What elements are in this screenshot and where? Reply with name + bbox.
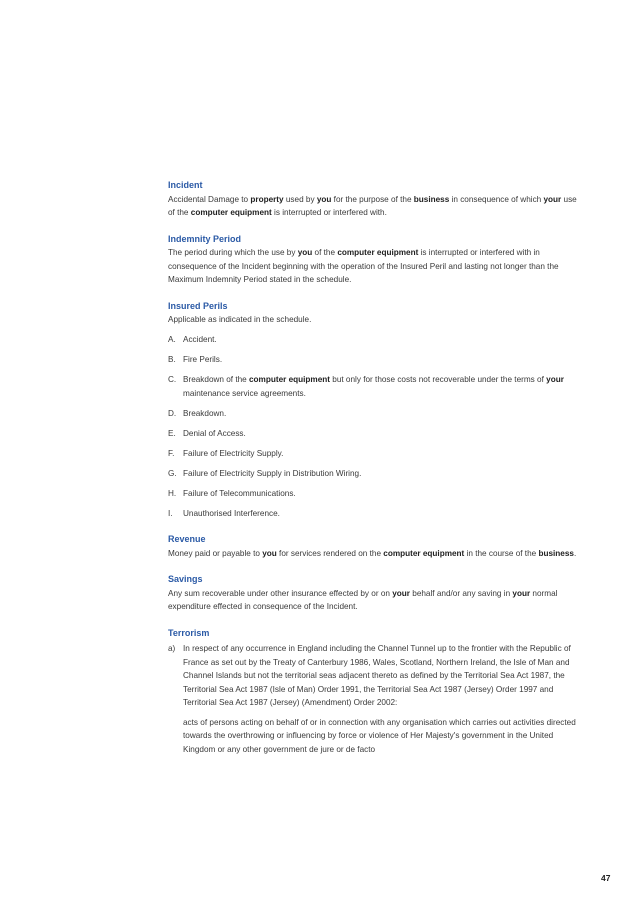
insured-perils-list bbox=[168, 333, 580, 520]
section-incident bbox=[168, 179, 580, 220]
terrorism-acts-paragraph: acts of persons acting on behalf of or in connection with any organisation which carries out activities directed towards the overthrowing or influencing by force or violence of Her Majesty's government in the United Kingdom or any other government de jure or de facto bbox=[183, 717, 576, 754]
section-revenue bbox=[168, 533, 580, 560]
list-item: a) In respect of any occurrence in England including the Channel Tunnel up to the frontier with the Republic of France as set out by the Treaty of Canterbury 1986, Wales, Scotland, Northern Ireland, the Isle of Man and Channel Islands but not the territorial seas adjacent thereto as defined by the Territorial Sea Act 1987, the Territorial Sea Act 1987 (Isle of Man) Order 1991, the Territorial Sea Act 1987 (Jersey) Order 1997 and Territorial Sea Act 1987 (Jersey) (Amendment) Order 2002: bbox=[168, 644, 571, 707]
section-indemnity-period bbox=[168, 233, 580, 287]
heading-incident: Incident bbox=[168, 180, 203, 190]
section-terrorism bbox=[168, 627, 580, 757]
list-item: E. Denial of Access. bbox=[168, 428, 246, 438]
section-insured-perils bbox=[168, 300, 580, 521]
heading-insured-perils: Insured Perils bbox=[168, 300, 228, 311]
list-item: B. Fire Perils. bbox=[168, 355, 223, 364]
heading-indemnity-period: Indemnity Period bbox=[168, 233, 242, 244]
page-number: 47 bbox=[601, 873, 611, 883]
list-item: F. Failure of Electricity Supply. bbox=[168, 448, 284, 458]
list-item: G. Failure of Electricity Supply in Distribution Wiring. bbox=[168, 468, 362, 478]
list-item: I. Unauthorised Interference. bbox=[168, 508, 280, 518]
heading-terrorism: Terrorism bbox=[168, 627, 210, 638]
list-item: A. Accident. bbox=[168, 335, 217, 344]
definition-indemnity-period: The period during which the use by you of the computer equipment is interrupted or interfered with in consequence of the Incident beginning with the operation of the Insured Peril and lasting not longer than the Maximum Indemnity Period stated in the schedule. bbox=[168, 248, 559, 284]
insured-perils-intro: Applicable as indicated in the schedule. bbox=[168, 315, 312, 324]
definition-savings: Any sum recoverable under other insurance effected by or on your behalf and/or any saving in your normal expenditure effected in consequence of the Incident. bbox=[168, 588, 558, 611]
terrorism-list bbox=[168, 642, 580, 710]
heading-savings: Savings bbox=[168, 574, 203, 584]
heading-revenue: Revenue bbox=[168, 534, 206, 544]
list-item: C. Breakdown of the computer equipment but only for those costs not recoverable under the terms of your maintenance service agreements. bbox=[168, 375, 564, 398]
page-content bbox=[168, 179, 580, 769]
definition-incident: Accidental Damage to property used by you for the purpose of the business in consequence of which your use of the computer equipment is interrupted or interfered with. bbox=[168, 194, 577, 217]
section-savings bbox=[168, 573, 580, 614]
list-item: H. Failure of Telecommunications. bbox=[168, 488, 296, 498]
definition-revenue: Money paid or payable to you for services rendered on the computer equipment in the course of the business. bbox=[168, 548, 577, 558]
list-item: D. Breakdown. bbox=[168, 408, 227, 418]
